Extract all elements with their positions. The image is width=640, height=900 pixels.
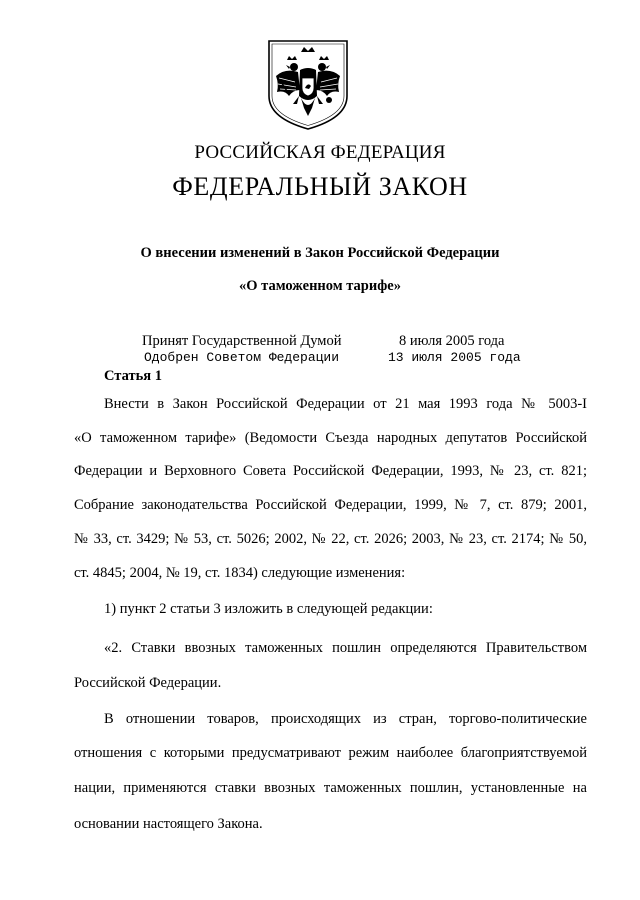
law-title-line-1: О внесении изменений в Закон Российской Федерации [140, 245, 500, 261]
paragraph-line: Внести в Закон Российской Федерации от 21 мая 1993 года № 5003-I [104, 396, 587, 412]
adopted-by-duma-date: 8 июля 2005 года [399, 333, 505, 349]
issuing-country-heading: РОССИЙСКАЯ ФЕДЕРАЦИЯ [194, 142, 446, 163]
paragraph-line: 1) пункт 2 статьи 3 изложить в следующей редакции: [104, 601, 433, 617]
double-headed-eagle-coat-of-arms-icon [265, 38, 351, 132]
paragraph-line: ст. 4845; 2004, № 19, ст. 1834) следующие изменения: [74, 565, 406, 581]
paragraph-line: «О таможенном тарифе» (Ведомости Съезда народных депутатов Российской [74, 430, 587, 446]
adopted-by-duma-label: Принят Государственной Думой [142, 333, 342, 349]
article-heading: Статья 1 [104, 368, 162, 384]
approved-by-federation-council-label: Одобрен Советом Федерации [144, 350, 340, 365]
document-type-heading: ФЕДЕРАЛЬНЫЙ ЗАКОН [172, 172, 468, 201]
paragraph-line: В отношении товаров, происходящих из стран, торгово-политические [104, 711, 587, 727]
paragraph-line: Федерации и Верховного Совета Российской Федерации, 1993, № 23, ст. 821; [74, 463, 587, 479]
paragraph-line: «2. Ставки ввозных таможенных пошлин определяются Правительством [104, 640, 587, 656]
approved-by-federation-council-date: 13 июля 2005 года [388, 350, 521, 365]
paragraph-line: основании настоящего Закона. [74, 816, 263, 832]
paragraph-line: Российской Федерации. [74, 675, 222, 691]
law-title-line-2: «О таможенном тарифе» [239, 278, 401, 294]
paragraph-line: нации, применяются ставки ввозных таможенных пошлин, установленные на [74, 780, 587, 796]
paragraph-line: № 33, ст. 3429; № 53, ст. 5026; 2002, № 22, ст. 2026; 2003, № 23, ст. 2174; № 50, [74, 531, 587, 547]
paragraph-line: Собрание законодательства Российской Федерации, 1999, № 7, ст. 879; 2001, [74, 497, 587, 513]
paragraph-line: отношения с которыми предусматривают режим наиболее благоприятствуемой [74, 745, 587, 761]
